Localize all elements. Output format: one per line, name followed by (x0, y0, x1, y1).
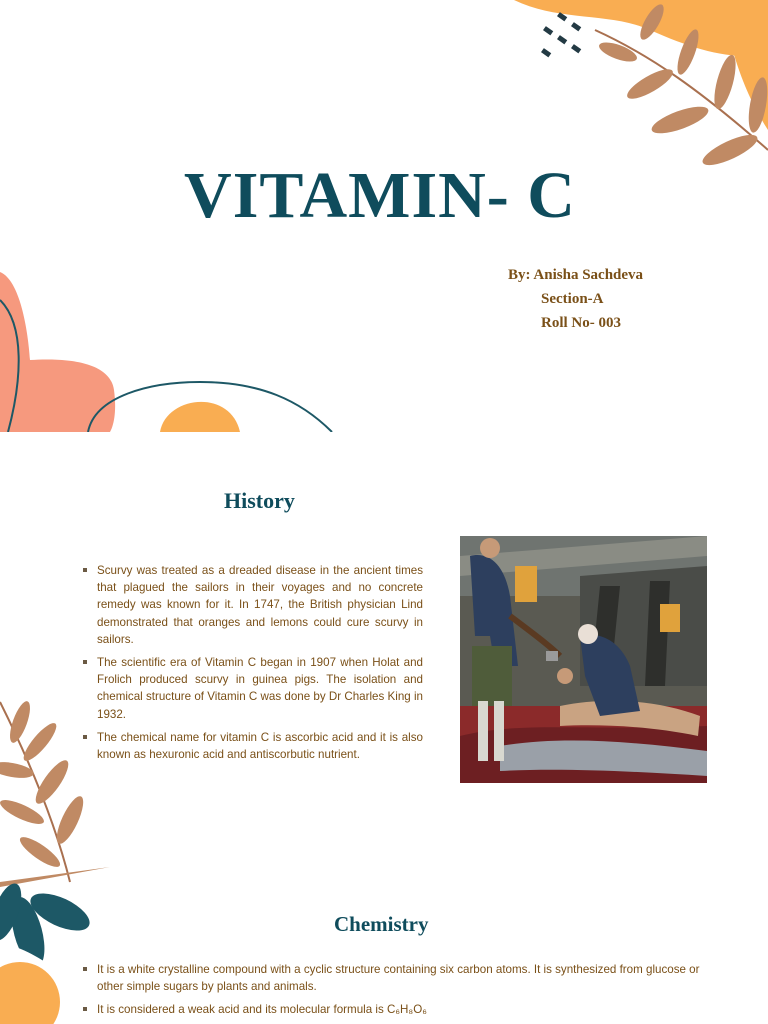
title-slide (0, 0, 768, 432)
chemistry-heading: Chemistry (334, 912, 429, 936)
author-section: Section-A (541, 291, 604, 307)
history-bullet-list (82, 562, 423, 769)
list-item: The chemical name for vitamin C is ascorbic acid and it is also known as hexuronic acid and antiscorbutic nutrient. (82, 729, 423, 763)
bottom-left-blob-decoration (0, 270, 340, 432)
dots-pattern-decoration (538, 10, 594, 58)
historical-painting-image (460, 536, 707, 783)
author-name: By: Anisha Sachdeva (508, 267, 644, 283)
author-byline (508, 263, 643, 335)
history-heading: History (224, 488, 295, 513)
list-item: Scurvy was treated as a dreaded disease in the ancient times that plagued the sailors in their voyages and no concrete remedy was known for it. In 1747, the British physician Lind demonstrated that oranges and lemons could cure scurvy in sailors. (82, 562, 423, 648)
list-item: The scientific era of Vitamin C began in 1907 when Holat and Frolich produced scurvy in guinea pigs. The isolation and chemical structure of Vitamin C was done by Dr Charles King in 1932. (82, 654, 423, 723)
history-slide (0, 432, 768, 1024)
author-roll-number: Roll No- 003 (541, 315, 621, 331)
presentation-title: VITAMIN- C (184, 159, 576, 232)
list-item: It is a white crystalline compound with a cyclic structure containing six carbon atoms. It is synthesized from glucose or other simple sugars by plants and animals. (82, 961, 722, 995)
chemistry-bullet-list (82, 961, 722, 1024)
list-item: It is considered a weak acid and its molecular formula is C₆H₈O₆ (82, 1001, 722, 1018)
